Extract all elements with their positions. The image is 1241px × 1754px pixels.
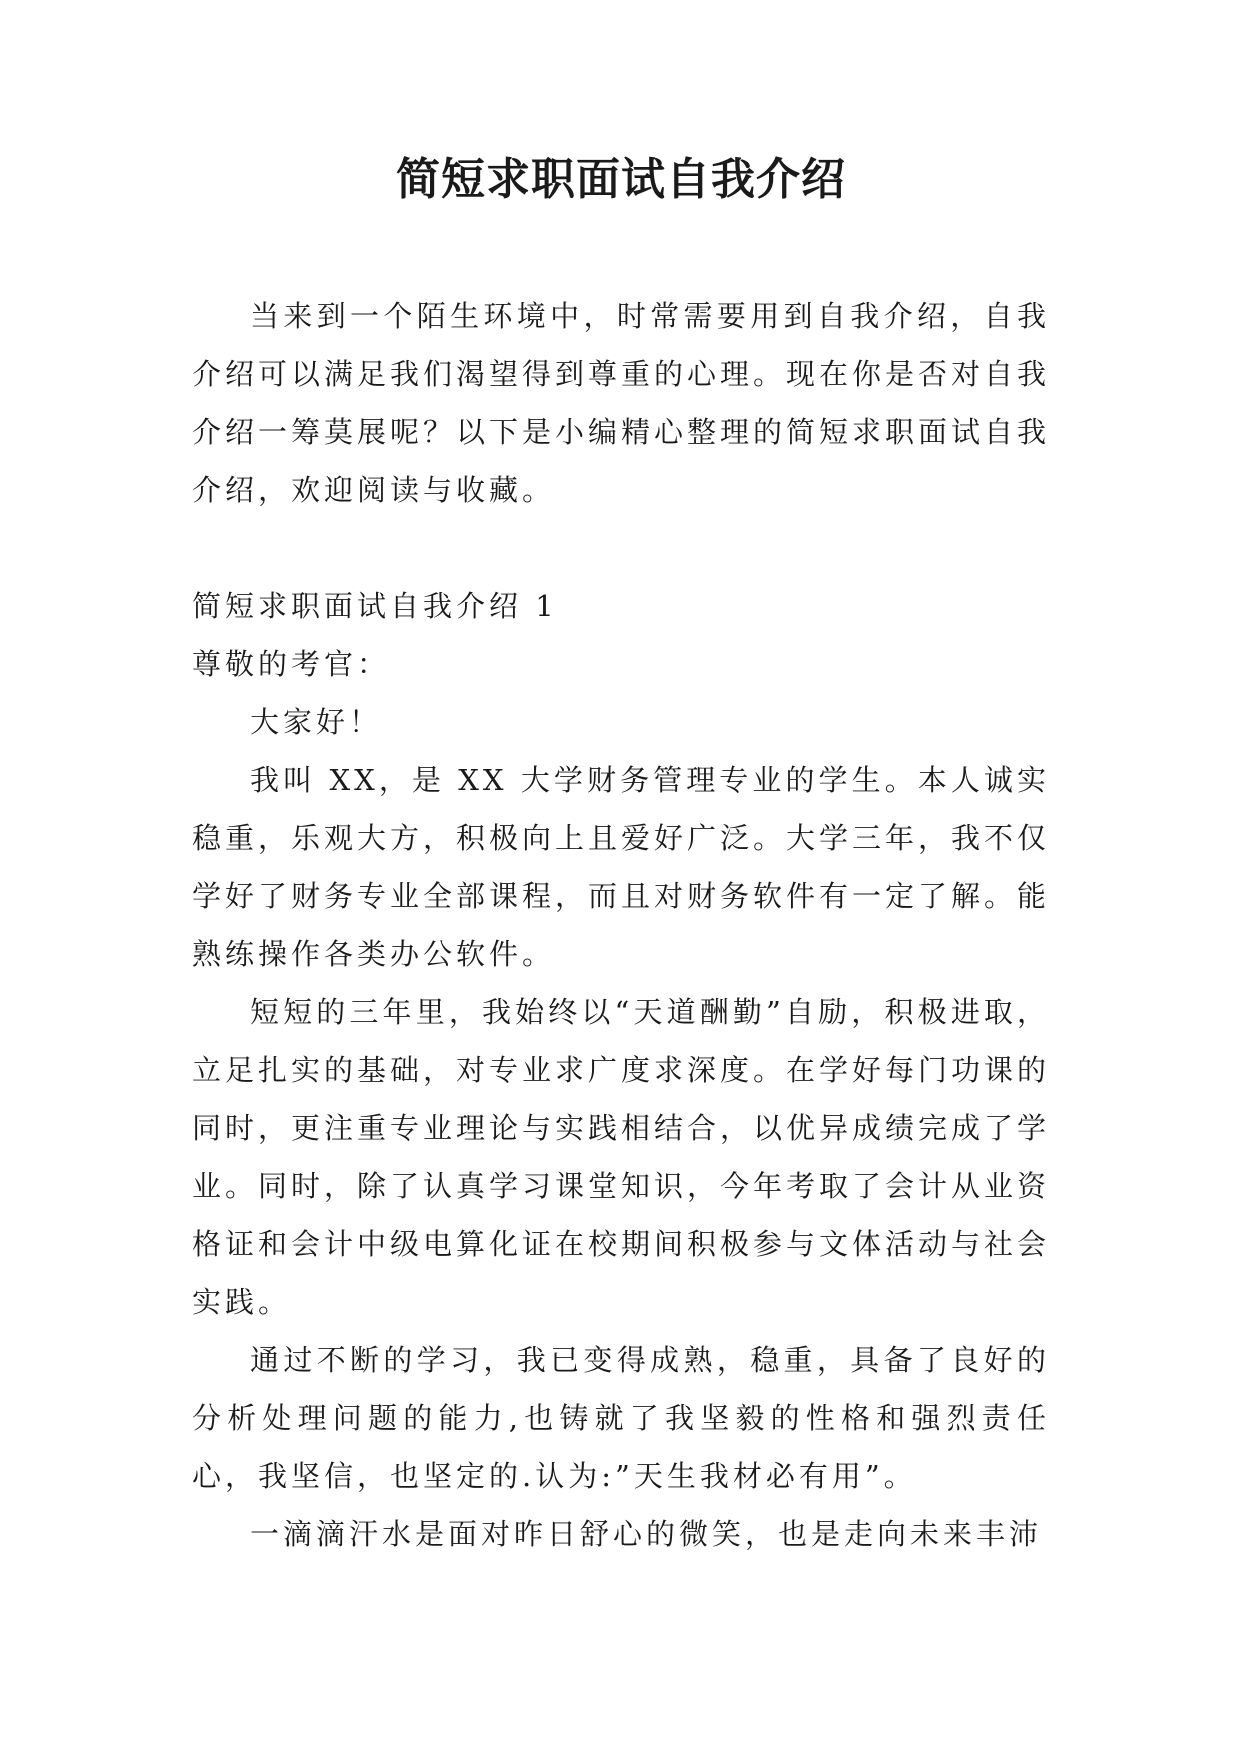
salutation: 尊敬的考官： (192, 647, 391, 681)
body-paragraph: 通过不断的学习，我已变得成熟，稳重，具备了良好的分析处理问题的能力,也铸就了我坚毅的性格和强烈责任心，我坚信，也坚定的.认为:”天生我材必有用”。 (192, 1343, 1050, 1493)
greeting: 大家好！ (250, 705, 383, 739)
document-body (192, 287, 1050, 1563)
document-page (192, 0, 1050, 1754)
paragraph-gap (192, 519, 1050, 577)
document-title: 简短求职面试自我介绍 (396, 154, 846, 205)
body-paragraph: 短短的三年里，我始终以“天道酬勤”自励，积极进取，立足扎实的基础，对专业求广度求深度。在学好每门功课的同时，更注重专业理论与实践相结合，以优异成绩完成了学业。同时，除了认真学习课堂知识，今年考取了会计从业资格证和会计中级电算化证在校期间积极参与文体活动与社会实践。 (192, 995, 1051, 1319)
body-paragraph: 一滴滴汗水是面对昨日舒心的微笑，也是走向未来丰沛 (250, 1517, 1043, 1551)
body-paragraph: 我叫 XX，是 XX 大学财务管理专业的学生。本人诚实稳重，乐观大方，积极向上且爱好广泛。大学三年，我不仅学好了财务专业全部课程，而且对财务软件有一定了解。能熟练操作各类办公软件。 (192, 763, 1051, 971)
section-heading: 简短求职面试自我介绍 1 (192, 589, 558, 623)
intro-paragraph: 当来到一个陌生环境中，时常需要用到自我介绍，自我介绍可以满足我们渴望得到尊重的心理。现在你是否对自我介绍一筹莫展呢？以下是小编精心整理的简短求职面试自我介绍，欢迎阅读与收藏。 (192, 299, 1051, 507)
